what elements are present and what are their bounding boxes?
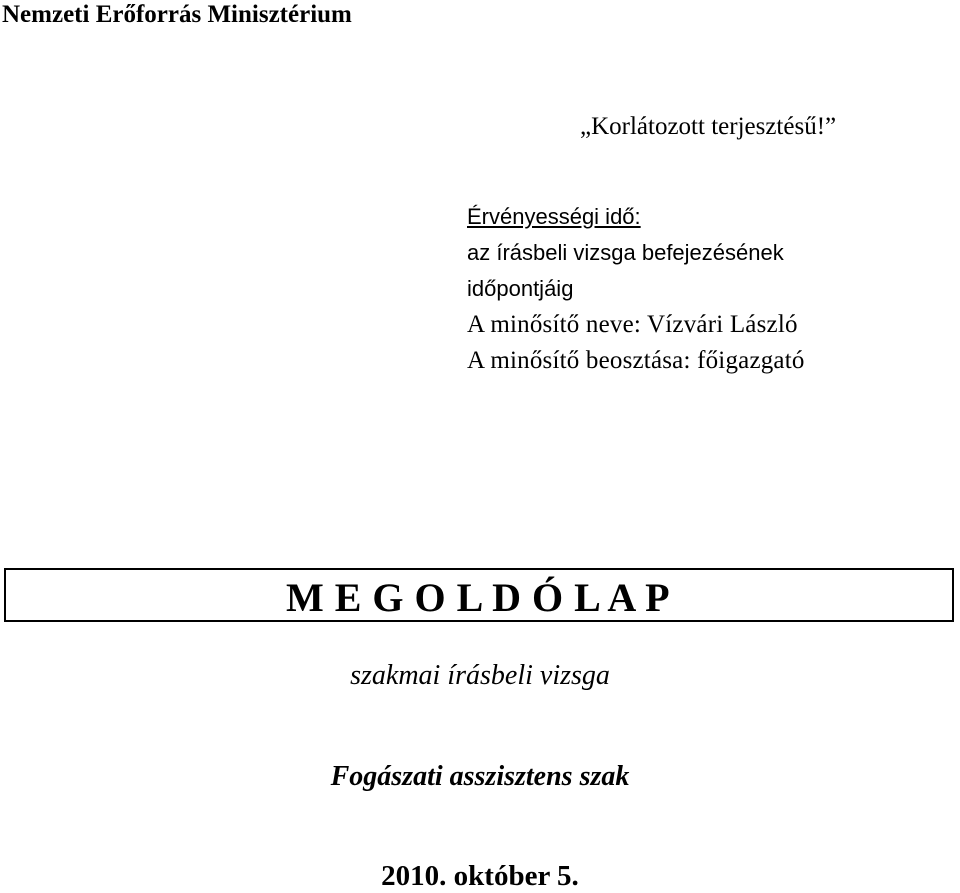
validity-line-1: az írásbeli vizsga befejezésének [467, 240, 784, 265]
title-box [4, 568, 954, 622]
document-title: M E G O L D Ó L A P [286, 575, 671, 620]
profession-name: Fogászati asszisztens szak [330, 761, 630, 792]
ministry-name: Nemzeti Erőforrás Minisztérium [2, 1, 352, 28]
exam-date: 2010. október 5. [381, 860, 579, 892]
restriction-notice: „Korlátozott terjesztésű!” [580, 113, 837, 140]
document-subtitle: szakmai írásbeli vizsga [350, 660, 610, 691]
approver-title: A minősítő beosztása: főigazgató [467, 347, 805, 374]
validity-block [467, 199, 805, 379]
validity-line-2: időpontjáig [467, 276, 574, 301]
approver-name: A minősítő neve: Vízvári László [467, 311, 798, 338]
validity-label: Érvényességi idő: [467, 204, 641, 229]
